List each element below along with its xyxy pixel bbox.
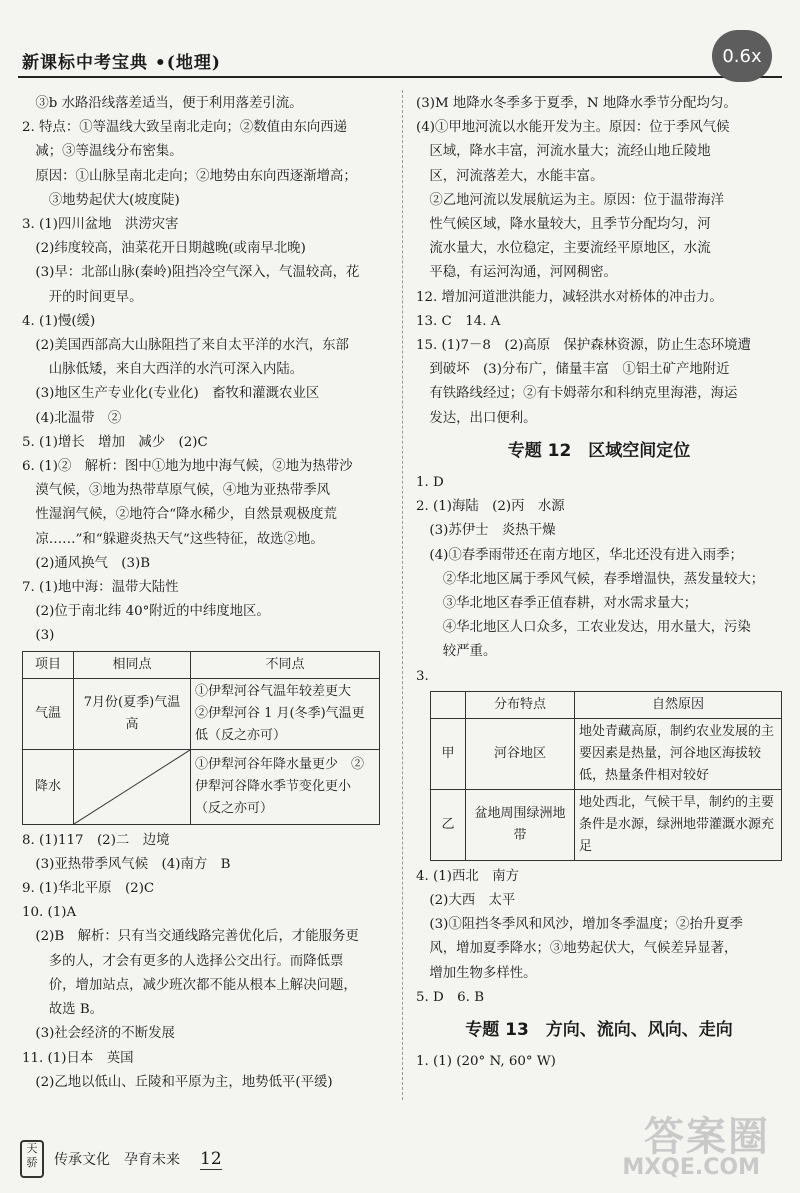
answer-line: 13. C 14. A xyxy=(416,313,501,329)
answer-line: (3)地区生产专业化(专业化) 畜牧和灌溉农业区 xyxy=(22,386,320,402)
section-title-12: 专题 12 区域空间定位 xyxy=(507,440,691,461)
right-column xyxy=(416,92,782,1075)
answer-line: 1. D xyxy=(416,475,444,491)
answer-line: 原因：①山脉呈南北走向；②地势由东向西逐渐增高； xyxy=(22,168,357,184)
answer-line: 区域，降水丰富，河流水量大；流经山地丘陵地 xyxy=(416,144,711,160)
answer-line: 发达，出口便利。 xyxy=(416,410,537,426)
answer-line: ③b 水路沿线落差适当，便于利用落差引流。 xyxy=(22,96,303,111)
answer-line: (2)大西 太平 xyxy=(416,893,516,909)
table-cell: 地处青藏高原，制约农业发展的主要因素是热量，河谷地区海拔较低，热量条件相对较好 xyxy=(575,718,782,789)
answer-line: (2)位于南北纬 40°附近的中纬度地区。 xyxy=(22,604,270,620)
table-header: 分布特点 xyxy=(466,691,575,718)
table-cell-diagonal xyxy=(74,749,191,824)
answer-line: (3)社会经济的不断发展 xyxy=(22,1026,175,1042)
answer-line: 多的人，才会有更多的人选择公交出行。而降低票 xyxy=(22,953,344,969)
answer-line: ③华北地区春季正值春耕，对水需求量大； xyxy=(416,596,698,612)
answer-line: 性湿润气候，②地符合“降水稀少，自然景观极度荒 xyxy=(22,507,337,523)
answer-line: ②华北地区属于季风气候，春季增温快，蒸发量较大； xyxy=(416,571,765,587)
answer-line: (2)B 解析：只有当交通线路完善优化后，才能服务更 xyxy=(22,929,359,945)
page-number: 12 xyxy=(200,1148,222,1169)
table-cell: 7月份(夏季)气温高 xyxy=(74,678,191,749)
climate-comparison-table xyxy=(22,651,380,825)
answer-line: (2)纬度较高，油菜花开日期越晚(或南早北晚) xyxy=(22,241,306,257)
answer-line: 流水量大，水位稳定，主要流经平原地区，水流 xyxy=(416,241,711,257)
answer-line: 故选 B。 xyxy=(22,1002,104,1018)
left-answers-a xyxy=(22,92,390,649)
table-header: 自然原因 xyxy=(575,691,782,718)
table-header xyxy=(431,691,466,718)
distribution-table xyxy=(430,691,782,861)
answer-line: 开的时间更早。 xyxy=(22,289,143,305)
answer-line: 5. (1)增长 增加 减少 (2)C xyxy=(22,434,208,450)
answer-line: (2)通风换气 (3)B xyxy=(22,555,151,571)
answer-line: (4)①甲地河流以水能开发为主。原因：位于季风气候 xyxy=(416,120,730,136)
header-title: 新课标中考宝典 •(地理) xyxy=(22,53,221,73)
answer-line: 山脉低矮，来自大西洋的水汽可深入内陆。 xyxy=(22,362,304,378)
table-cell: 甲 xyxy=(431,718,466,789)
answer-line: 价，增加站点，减少班次都不能从根本上解决问题， xyxy=(22,977,357,993)
answer-line: 9. (1)华北平原 (2)C xyxy=(22,881,155,897)
header-rule xyxy=(18,76,782,78)
section-title-13: 专题 13 方向、流向、风向、走向 xyxy=(465,1020,733,1041)
footer-brand: 传承文化 孕育未来 xyxy=(54,1152,180,1168)
table-header: 相同点 xyxy=(74,651,191,678)
answer-line: 风，增加夏季降水；③地势起伏大，气候差异显著， xyxy=(416,941,738,957)
answer-line: ②乙地河流以发展航运为主。原因：位于温带海洋 xyxy=(416,192,724,208)
answer-line: 平稳，有运河沟通，河网稠密。 xyxy=(416,265,617,281)
table-cell: 降水 xyxy=(23,749,74,824)
footer xyxy=(20,1140,222,1178)
right-answers-a xyxy=(416,92,782,431)
answer-line: 1. (1) (20° N, 60° W) xyxy=(416,1054,556,1070)
table-cell: ①伊犁河谷年降水量更少 ②伊犁河谷降水季节变化更小（反之亦可） xyxy=(191,749,380,824)
table-header: 项目 xyxy=(23,651,74,678)
answer-line: 7. (1)地中海：温带大陆性 xyxy=(22,580,179,596)
column-divider xyxy=(402,90,403,1100)
answer-line: 6. (1)② 解析：图中①地为地中海气候，②地为热带沙 xyxy=(22,459,353,475)
right-answers-b xyxy=(416,471,782,689)
answer-line: 区，河流落差大，水能丰富。 xyxy=(416,168,604,184)
table-header: 不同点 xyxy=(191,651,380,678)
left-column xyxy=(22,92,390,1095)
answer-line: (3)早：北部山脉(秦岭)阻挡冷空气深入，气温较高，花 xyxy=(22,265,360,281)
answer-line: 凉……”和“躲避炎热天气”这些特征，故选②地。 xyxy=(22,531,324,547)
answer-line: 漠气候，③地为热带草原气候，④地为亚热带季风 xyxy=(22,483,330,499)
answer-line: 有铁路线经过；②有卡姆蒂尔和科纳克里海港，海运 xyxy=(416,386,738,402)
table-cell: 河谷地区 xyxy=(466,718,575,789)
right-answers-d xyxy=(416,1050,782,1074)
answer-line: 增加生物多样性。 xyxy=(416,965,537,981)
answer-line: 15. (1)7－8 (2)高原 保护森林资源，防止生态环境遭 xyxy=(416,338,751,354)
answer-line: 性气候区域，降水量较大，且季节分配均匀，河 xyxy=(416,217,711,233)
table-cell: 气温 xyxy=(23,678,74,749)
table-cell: ①伊犁河谷气温年较差更大 ②伊犁河谷 1 月(冬季)气温更低（反之亦可） xyxy=(191,678,380,749)
answer-line: 12. 增加河道泄洪能力，减轻洪水对桥体的冲击力。 xyxy=(416,289,723,305)
answer-line: 8. (1)117 (2)二 边境 xyxy=(22,832,170,848)
answer-line: 3. (1)四川盆地 洪涝灾害 xyxy=(22,217,179,233)
publisher-logo: 天骄 xyxy=(20,1140,44,1178)
answer-line: (3) xyxy=(22,628,55,644)
right-answers-c xyxy=(416,865,782,1010)
answer-line: (3)①阻挡冬季风和风沙，增加冬季温度；②抬升夏季 xyxy=(416,917,743,933)
answer-line: 11. (1)日本 英国 xyxy=(22,1050,134,1066)
answer-line: 2. (1)海陆 (2)丙 水源 xyxy=(416,499,565,515)
diagonal-line xyxy=(74,750,190,824)
watermark-url: MXQE.COM xyxy=(622,1155,760,1180)
left-answers-b xyxy=(22,829,390,1095)
answer-line: (2)美国西部高大山脉阻挡了来自太平洋的水汽，东部 xyxy=(22,338,349,354)
answer-line: 4. (1)西北 南方 xyxy=(416,868,519,884)
answer-line: 4. (1)慢(缓) xyxy=(22,313,96,329)
answer-line: 5. D 6. B xyxy=(416,989,485,1005)
answer-line: 减；③等温线分布密集。 xyxy=(22,144,183,160)
table-cell: 乙 xyxy=(431,789,466,860)
answer-line: (3)苏伊士 炎热干燥 xyxy=(416,523,556,539)
answer-line: 3. xyxy=(416,668,429,684)
answer-line: ④华北地区人口众多，工农业发达，用水量大，污染 xyxy=(416,620,751,636)
answer-line: (4)北温带 ② xyxy=(22,410,122,426)
answer-line: ③地势起伏大(坡度陡) xyxy=(22,192,180,208)
answer-line: 到破坏 (3)分布广，储量丰富 ①铝土矿产地附近 xyxy=(416,362,730,378)
answer-line: 较严重。 xyxy=(416,644,497,660)
answer-line: (3)M 地降水冬季多于夏季，N 地降水季节分配均匀。 xyxy=(416,96,737,111)
table-cell: 地处西北，气候干旱，制约的主要条件是水源，绿洲地带灌溉水源充足 xyxy=(575,789,782,860)
table-cell: 盆地周围绿洲地带 xyxy=(466,789,575,860)
answer-line: (3)亚热带季风气候 (4)南方 B xyxy=(22,856,231,872)
zoom-badge[interactable]: 0.6x xyxy=(712,30,772,82)
answer-line: 10. (1)A xyxy=(22,905,77,921)
answer-line: 2. 特点：①等温线大致呈南北走向；②数值由东向西递 xyxy=(22,120,348,136)
answer-line: (4)①春季雨带还在南方地区，华北还没有进入雨季； xyxy=(416,547,743,563)
answer-line: (2)乙地以低山、丘陵和平原为主，地势低平(平缓) xyxy=(22,1074,333,1090)
watermark-text: 答案圈 xyxy=(644,1114,770,1160)
